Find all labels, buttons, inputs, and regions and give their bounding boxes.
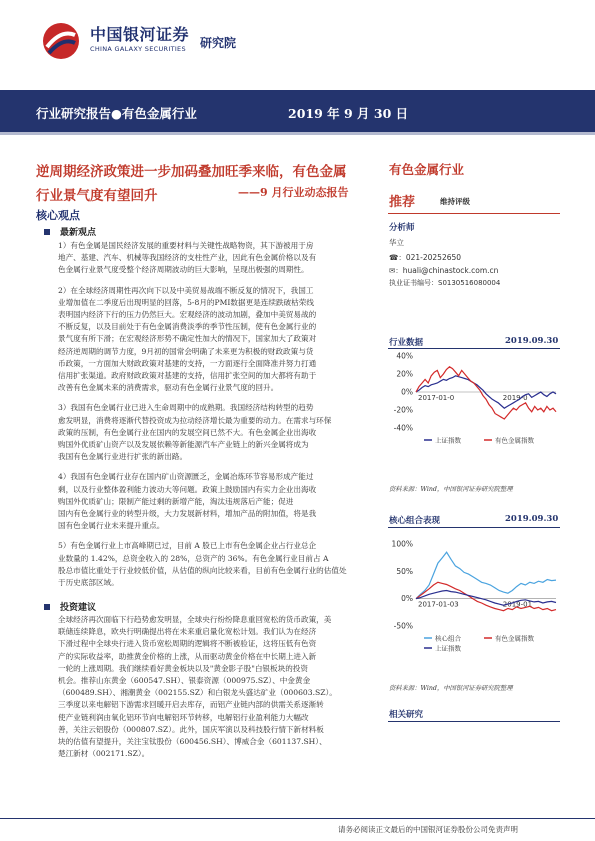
y-tick-label: -40% — [393, 423, 413, 433]
latest-paragraph-line: 国有色金属行业未来提升重点。 — [58, 521, 165, 531]
footer-rule — [0, 818, 595, 819]
industry-name: 有色金属行业 — [389, 162, 465, 177]
analyst-phone: ☎：021-20252650 — [389, 253, 462, 262]
latest-paragraph-line: 购国外优质矿山资产以及发展依赖等新能源汽车产业链上的新兴金属将成为 — [58, 440, 309, 450]
invest-paragraph-line: 产的实际收益率，助推黄金价格的上涨，从而驱动黄金价格在中长期上进入新 — [58, 651, 317, 661]
related-rule — [388, 721, 560, 722]
portfolio-chart — [388, 540, 560, 660]
latest-title: 最新观点 — [60, 228, 97, 238]
chart2-title: 核心组合表现 — [389, 516, 441, 526]
chart1-title: 行业数据 — [389, 338, 424, 348]
latest-paragraph-line: 业增加值在二季度后出现明显的回落，5-8月的PMI数据更是连续跌破枯荣线 — [58, 297, 314, 307]
invest-paragraph-line: 块的估值有望提升，关注宝钛股份（600456.SH）、博威合金（601137.SH）、 — [58, 737, 327, 747]
latest-paragraph-line: 5）有色金属行业上市高峰期已过，目前 A 股已上市有色金属企业占行业总企 — [58, 541, 317, 551]
y-tick-label: 50% — [396, 566, 413, 576]
latest-paragraph-line: 地产、基建、汽车、机械等我国经济的支柱性产业，因此有色金属价格以及有 — [58, 253, 317, 263]
invest-paragraph-line: 联储连续降息，欧央行明确提出将在未来重启量化宽松计划。我们认为在经济 — [58, 627, 317, 637]
invest-paragraph-line: 机会。推荐山东黄金（600547.SH）、银泰资源（000975.SZ）、中金黄金 — [58, 676, 311, 686]
latest-paragraph-line: 3）我国有色金属行业已进入生命周期中的成熟期。我国经济结构转型的趋势 — [58, 403, 314, 413]
x-tick-label: 2019-01 — [502, 600, 533, 609]
x-tick-label: 2017-01-0 — [418, 394, 455, 402]
latest-paragraph-line: 2）在全球经济周期性再次向下以及中美贸易战端不断反复的情况下，我国工 — [58, 285, 314, 295]
latest-paragraph-line: 景气度有所下滑；在宏观经济形势不确定性加大的情况下，国家加大了政策对 — [58, 334, 317, 344]
chart1-source: 资料来源：Wind，中国银河证券研究院整理 — [389, 486, 513, 493]
invest-title: 投资建议 — [60, 603, 97, 613]
logo-institute: 研究院 — [200, 36, 237, 50]
latest-paragraph-line: 于历史底部区域。 — [58, 578, 119, 588]
invest-paragraph-line: 一轮的上涨周期。我们继续看好黄金板块以及"黄金影子股"白银板块的投资 — [58, 663, 308, 673]
analyst-cert: 执业证书编号：S0130516080004 — [389, 279, 501, 287]
chart1-rule — [388, 348, 560, 349]
invest-paragraph-line: 善，关注云铝股份（000807.SZ）。此外，国庆军演以及科技股行情下新材料板 — [58, 724, 324, 734]
headline-subtitle: ——9 月行业动态报告 — [238, 186, 349, 199]
invest-paragraph-line: 使产业链利润由氧化铝环节向电解铝环节转移，电解铝行业盈利能力大幅改 — [58, 712, 309, 722]
y-tick-label: -50% — [393, 621, 413, 631]
analyst-email: ✉：huali@chinastock.com.cn — [389, 266, 499, 275]
industry-chart — [388, 352, 560, 470]
latest-paragraph-line: 不断反复，以及目前处于有色金属消费淡季的季节性压制，使有色金属行业的 — [58, 322, 317, 332]
legend-label: 有色金属指数 — [495, 436, 534, 445]
invest-paragraph-line: 三季度以来电解铝下游需求回暖开启去库存，而铝产业链内部的供需关系逐渐转 — [58, 700, 324, 710]
latest-paragraph-line: 我国有色金属行业进行扩张的新出路。 — [58, 452, 188, 462]
y-tick-label: 0% — [401, 387, 413, 397]
latest-paragraph-line: 业数量的 1.42%，总资金收入的 28%，总资产的 36%。有色金属行业目前占 A — [58, 553, 329, 563]
chart2-rule — [388, 527, 560, 528]
report-category: 行业研究报告●有色金属行业 — [36, 106, 197, 121]
latest-paragraph-line: 1）有色金属是国民经济发展的重要材料与关键性战略物资，其下游被用于房 — [58, 241, 314, 250]
divider — [388, 213, 560, 214]
latest-paragraph-line: 信用扩张渠道。政府财政政策对基建的支持，信用扩张空间的加大都将有助于 — [58, 371, 317, 381]
latest-paragraph-line: 经济逆周期的调节力度，9月初的国常会明确了未来更为积极的财政政策与货 — [58, 346, 314, 356]
headline-line1: 逆周期经济政策进一步加码叠加旺季来临，有色金属 — [36, 164, 347, 180]
y-tick-label: -20% — [393, 405, 413, 415]
chart1-date: 2019.09.30 — [505, 336, 559, 346]
analyst-name: 华立 — [389, 238, 404, 247]
latest-paragraph-line: 国内有色金属行业的转型升级，大力发展新材料，增加产品的附加值，将是我 — [58, 509, 317, 519]
legend-label: 上证指数 — [435, 644, 461, 653]
invest-paragraph-line: 楚江新材（002171.SZ）。 — [58, 749, 150, 759]
latest-paragraph-line: 色金属行业景气度受整个经济周期波动的巨大影响，呈现出极强的周期性。 — [58, 265, 309, 275]
latest-paragraph-line: 表明国内经济下行的压力仍然巨大。宏观经济的波动加剧，叠加中美贸易战的 — [58, 310, 317, 320]
x-tick-label: 2019-0 — [502, 394, 528, 402]
logo-english-name: CHINA GALAXY SECURITIES — [90, 45, 186, 53]
analyst-title: 分析师 — [389, 223, 415, 233]
invest-paragraph-line: 下滑过程中全球央行进入货币宽松周期的逻辑将不断被验证，这将压低有色资 — [58, 639, 317, 649]
latest-paragraph-line: 政策的压制，有色金属行业在国内的发展空间已然不大。有色金属企业出海收 — [58, 427, 317, 437]
invest-paragraph-line: （600489.SH）、湘潮黄金（002155.SZ）和白银龙头盛达矿业（000603.SZ）。 — [58, 688, 337, 698]
footer-disclaimer: 请务必阅读正文最后的中国银河证券股份公司免责声明 — [338, 825, 518, 834]
bullet-icon — [44, 604, 50, 610]
invest-body — [58, 614, 376, 760]
legend-label: 有色金属指数 — [495, 634, 534, 643]
latest-paragraph-line: 愈发明显，消费将逐渐代替投资成为拉动经济增长最为重要的动力。在需求与环保 — [58, 415, 332, 425]
latest-paragraph-line: 币政策，一方面加大财政政策对基建的支持，一方面逐行全面降准并努力打通 — [58, 358, 317, 368]
chart2-source: 资料来源：Wind，中国银河证券研究院整理 — [389, 685, 513, 692]
headline-line2: 行业景气度有望回升 — [36, 188, 158, 204]
y-tick-label: 0% — [401, 594, 413, 604]
recommend-label: 推荐 — [389, 195, 416, 210]
latest-paragraph-line: 改善有色金属未来的消费需求，驱动有色金属行业景气度的回升。 — [58, 383, 279, 393]
logo-chinese-name: 中国银河证券 — [90, 25, 190, 44]
y-tick-label: 100% — [391, 540, 413, 549]
latest-paragraph-line: 股总市值比重处于行业较低价值，从估值的纵向比较来看，目前有色金属行业的估值处 — [58, 565, 347, 575]
x-tick-label: 2017-01-03 — [418, 600, 459, 609]
logo-mark — [41, 21, 81, 61]
latest-paragraph-line: 4）我国有色金属行业存在国内矿山资源匮乏，金属冶炼环节容易形成产能过 — [58, 472, 314, 482]
rating-label: 维持评级 — [440, 197, 470, 206]
legend-label: 核心组合 — [435, 634, 461, 643]
related-title: 相关研究 — [389, 710, 424, 720]
bullet-icon — [44, 229, 50, 235]
core-title: 核心观点 — [36, 209, 80, 222]
report-date: 2019 年 9 月 30 日 — [288, 106, 409, 121]
invest-paragraph-line: 全球经济再次面临下行趋势愈发明显，全球央行纷纷降息重回宽松的货币政策，美 — [58, 615, 332, 624]
latest-views-body — [58, 240, 376, 597]
y-tick-label: 40% — [396, 352, 413, 361]
latest-paragraph-line: 购国外优质矿山；限制产能过剩的新增产能，淘汰违规落后产能；促进 — [58, 496, 294, 506]
legend-label: 上证指数 — [435, 436, 461, 445]
chart2-date: 2019.09.30 — [505, 514, 559, 524]
latest-paragraph-line: 剩，以及行业整体盈利能力波动大等问题。政策上鼓励国内有实力企业出海收 — [58, 484, 317, 494]
y-tick-label: 20% — [396, 369, 413, 379]
header-stripe — [0, 132, 595, 135]
